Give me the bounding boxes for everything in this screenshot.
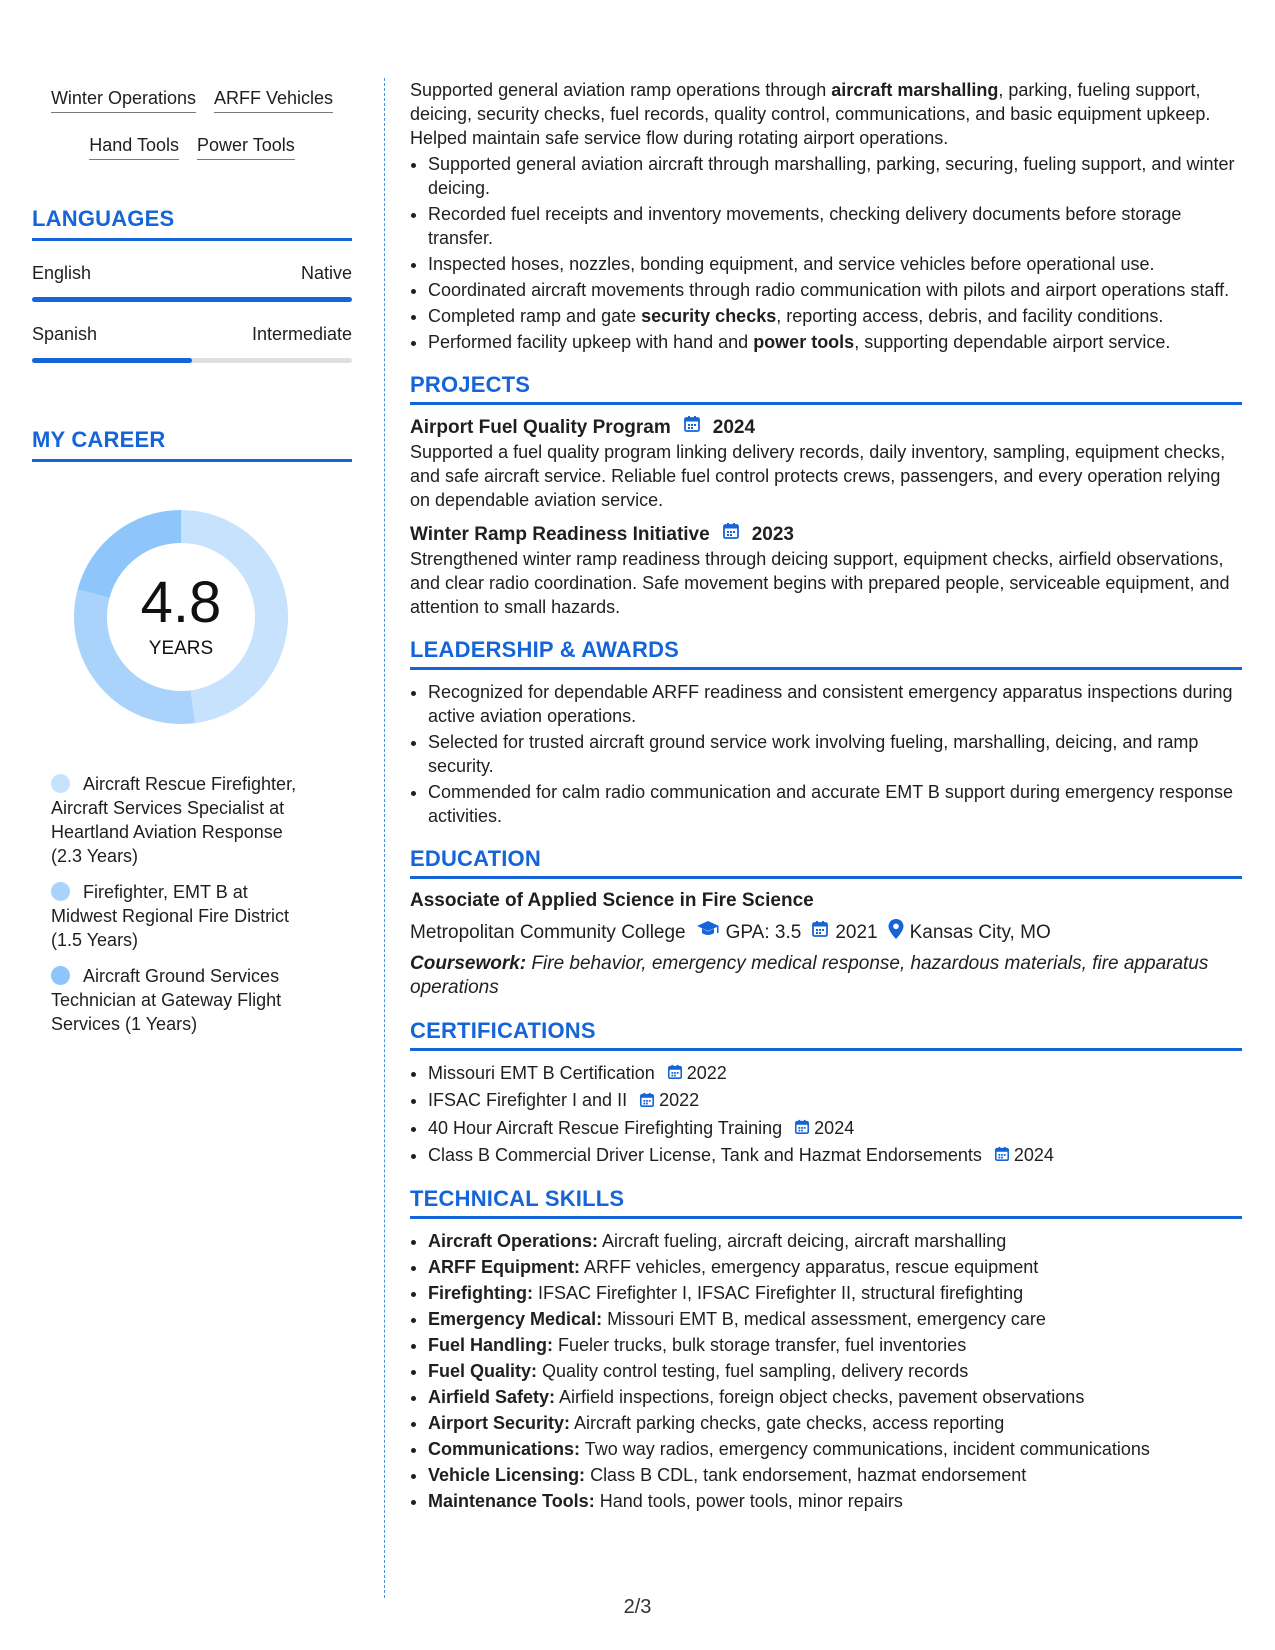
experience-bullet: • Completed ramp and gate security checks, reporting access, debris, and facility conditions.: [428, 304, 1242, 328]
certification-name: 40 Hour Aircraft Rescue Firefighting Training: [428, 1117, 783, 1138]
skill-category: Vehicle Licensing:: [428, 1465, 586, 1485]
skill-category: ARFF Equipment:: [428, 1257, 580, 1277]
calendar-icon: [794, 1117, 810, 1141]
technical-skill-item: [428, 1307, 1242, 1331]
language-bar-fill: [32, 297, 352, 302]
certifications-heading: CERTIFICATIONS: [410, 1018, 1242, 1051]
career-total: 4.8: [140, 570, 222, 635]
calendar-icon: [811, 920, 829, 945]
language-item: [32, 263, 352, 302]
project-name: Airport Fuel Quality Program: [410, 416, 671, 438]
experience-bullet: • Recorded fuel receipts and inventory movements, checking delivery documents before storage transfer.: [428, 202, 1242, 250]
career-legend-item: [51, 880, 311, 952]
projects-heading: PROJECTS: [410, 372, 1242, 405]
education-degree: Associate of Applied Science in Fire Science: [410, 890, 814, 911]
career-legend-text: Firefighter, EMT B at Midwest Regional Fire District (1.5 Years): [51, 882, 290, 950]
technical-skill-item: [428, 1385, 1242, 1409]
skill-tag: Winter Operations: [51, 78, 196, 113]
technical-skill-item: [428, 1333, 1242, 1357]
skill-values: ARFF vehicles, emergency apparatus, rescue equipment: [579, 1257, 1039, 1277]
skill-category: Emergency Medical:: [428, 1309, 603, 1329]
leadership-bullets: [410, 680, 1242, 828]
education-coursework: [410, 952, 1242, 1000]
experience-bullets: [410, 152, 1242, 354]
skill-values: Class B CDL, tank endorsement, hazmat endorsement: [585, 1465, 1027, 1485]
career-legend-text: Aircraft Ground Services Technician at Gateway Flight Services (1 Years): [51, 966, 282, 1034]
education-details: [410, 919, 1242, 946]
calendar-icon: [667, 1062, 683, 1086]
project-description: Strengthened winter ramp readiness through deicing support, equipment checks, airfield observations, and clear radio coordination. Safe movement begins with prepared people, serviceable equipment, and attention to small hazards.: [410, 549, 1230, 617]
career-legend-item: [51, 964, 311, 1036]
calendar-icon: [722, 522, 740, 547]
technical-skill-item: [428, 1281, 1242, 1305]
certification-name: Class B Commercial Driver License, Tank and Hazmat Endorsements: [428, 1144, 982, 1165]
skill-category: Communications:: [428, 1439, 581, 1459]
skill-values: Missouri EMT B, medical assessment, emergency care: [602, 1309, 1046, 1329]
language-bar: [32, 358, 352, 363]
education-school: Metropolitan Community College: [410, 921, 686, 943]
leadership-bullet: • Selected for trusted aircraft ground service work involving fueling, marshalling, deicing, and ramp security.: [428, 730, 1242, 778]
certification-year: 2022: [659, 1090, 700, 1111]
technical-skill-item: [428, 1229, 1242, 1253]
skill-category: Airport Security:: [428, 1413, 571, 1433]
coursework-text: Fire behavior, emergency medical response, hazardous materials, fire apparatus operations: [410, 953, 1209, 998]
career-unit: YEARS: [148, 638, 214, 659]
language-name: English: [32, 263, 92, 283]
language-bar-fill: [32, 358, 192, 363]
leadership-heading: LEADERSHIP & AWARDS: [410, 637, 1242, 670]
skill-values: Quality control testing, fuel sampling, delivery records: [537, 1361, 969, 1381]
skill-tags: [32, 78, 352, 172]
language-level: Native: [300, 263, 352, 283]
experience-summary: Supported general aviation ramp operations through aircraft marshalling, parking, fueling support, deicing, security checks, fuel records, quality control, communications, and basic equipment upkeep. Helped maintain safe service flow during rotating airport operations.: [410, 80, 1211, 148]
calendar-icon: [994, 1144, 1010, 1168]
experience-bullet: • Performed facility upkeep with hand and power tools, supporting dependable airport service.: [428, 330, 1242, 354]
skill-category: Aircraft Operations:: [428, 1231, 599, 1251]
skill-category: Fuel Quality:: [428, 1361, 538, 1381]
languages-heading: LANGUAGES: [32, 206, 352, 241]
career-legend: [32, 772, 352, 1036]
experience-bullet: • Inspected hoses, nozzles, bonding equipment, and service vehicles before operational use.: [428, 252, 1242, 276]
language-bar: [32, 297, 352, 302]
project-name: Winter Ramp Readiness Initiative: [410, 523, 710, 545]
skill-values: Aircraft parking checks, gate checks, access reporting: [570, 1413, 1005, 1433]
career-legend-text: Aircraft Rescue Firefighter, Aircraft Services Specialist at Heartland Aviation Response (2.3 Years): [51, 774, 297, 866]
calendar-icon: [639, 1090, 655, 1114]
certification-year: 2024: [1013, 1144, 1054, 1165]
certification-year: 2024: [814, 1117, 855, 1138]
career-legend-item: [51, 772, 311, 868]
sidebar: [32, 78, 352, 1048]
certification-item: [428, 1143, 1242, 1168]
technical-skill-item: [428, 1437, 1242, 1461]
project-year: 2023: [751, 523, 794, 545]
certification-list: [410, 1061, 1242, 1168]
career-donut-chart: [66, 502, 296, 732]
skill-values: Fueler trucks, bulk storage transfer, fuel inventories: [553, 1335, 967, 1355]
technical-skills-heading: TECHNICAL SKILLS: [410, 1186, 1242, 1219]
page-number: 2/3: [623, 1596, 652, 1618]
project-item: [410, 522, 1242, 619]
main-content: [410, 78, 1242, 1515]
legend-dot: [51, 966, 70, 985]
project-description: Supported a fuel quality program linking delivery records, daily inventory, sampling, equipment checks, and safe aircraft service. Reliable fuel control protects crews, passengers, and every operation relying on dependable aviation service.: [410, 442, 1226, 510]
location-pin-icon: [888, 919, 904, 946]
skill-category: Fuel Handling:: [428, 1335, 553, 1355]
certification-item: [428, 1088, 1242, 1113]
technical-skills-list: [410, 1229, 1242, 1513]
column-divider: [384, 78, 385, 1598]
language-name: Spanish: [32, 324, 98, 344]
project-item: [410, 415, 1242, 512]
education-gpa: GPA: 3.5: [725, 921, 802, 943]
leadership-bullet: • Recognized for dependable ARFF readiness and consistent emergency apparatus inspections during active aviation operations.: [428, 680, 1242, 728]
education-heading: EDUCATION: [410, 846, 1242, 879]
coursework-label: Coursework:: [410, 953, 527, 974]
technical-skill-item: [428, 1411, 1242, 1435]
certification-item: [428, 1116, 1242, 1141]
calendar-icon: [683, 415, 701, 440]
language-level: Intermediate: [251, 324, 352, 344]
technical-skill-item: [428, 1463, 1242, 1487]
legend-dot: [51, 882, 70, 901]
language-item: [32, 324, 352, 363]
legend-dot: [51, 774, 70, 793]
graduation-cap-icon: [696, 920, 720, 945]
career-heading: MY CAREER: [32, 427, 352, 462]
skill-values: Two way radios, emergency communications, incident communications: [580, 1439, 1150, 1459]
technical-skill-item: [428, 1255, 1242, 1279]
experience-bullet: • Supported general aviation aircraft through marshalling, parking, securing, fueling support, and winter deicing.: [428, 152, 1242, 200]
skill-tag: Power Tools: [197, 125, 295, 160]
certification-year: 2022: [686, 1063, 727, 1083]
skill-category: Firefighting:: [428, 1283, 533, 1303]
experience-bullet: • Coordinated aircraft movements through radio communication with pilots and airport operations staff.: [428, 278, 1242, 302]
project-year: 2024: [712, 416, 756, 438]
technical-skill-item: [428, 1489, 1242, 1513]
skill-tag: Hand Tools: [89, 125, 179, 160]
skill-values: IFSAC Firefighter I, IFSAC Firefighter II, structural firefighting: [532, 1283, 1024, 1303]
certification-name: Missouri EMT B Certification: [428, 1063, 655, 1083]
education-location: Kansas City, MO: [909, 921, 1051, 943]
technical-skill-item: [428, 1359, 1242, 1383]
skill-category: Airfield Safety:: [428, 1387, 556, 1407]
skill-values: Hand tools, power tools, minor repairs: [594, 1491, 903, 1511]
certification-name: IFSAC Firefighter I and II: [428, 1090, 628, 1111]
skill-values: Airfield inspections, foreign object checks, pavement observations: [555, 1387, 1085, 1407]
education-year: 2021: [835, 921, 878, 943]
skill-tag: ARFF Vehicles: [214, 78, 333, 113]
leadership-bullet: • Commended for calm radio communication and accurate EMT B support during emergency response activities.: [428, 780, 1242, 828]
certification-item: [428, 1061, 1242, 1086]
skill-category: Maintenance Tools:: [428, 1491, 595, 1511]
skill-values: Aircraft fueling, aircraft deicing, aircraft marshalling: [598, 1231, 1007, 1251]
